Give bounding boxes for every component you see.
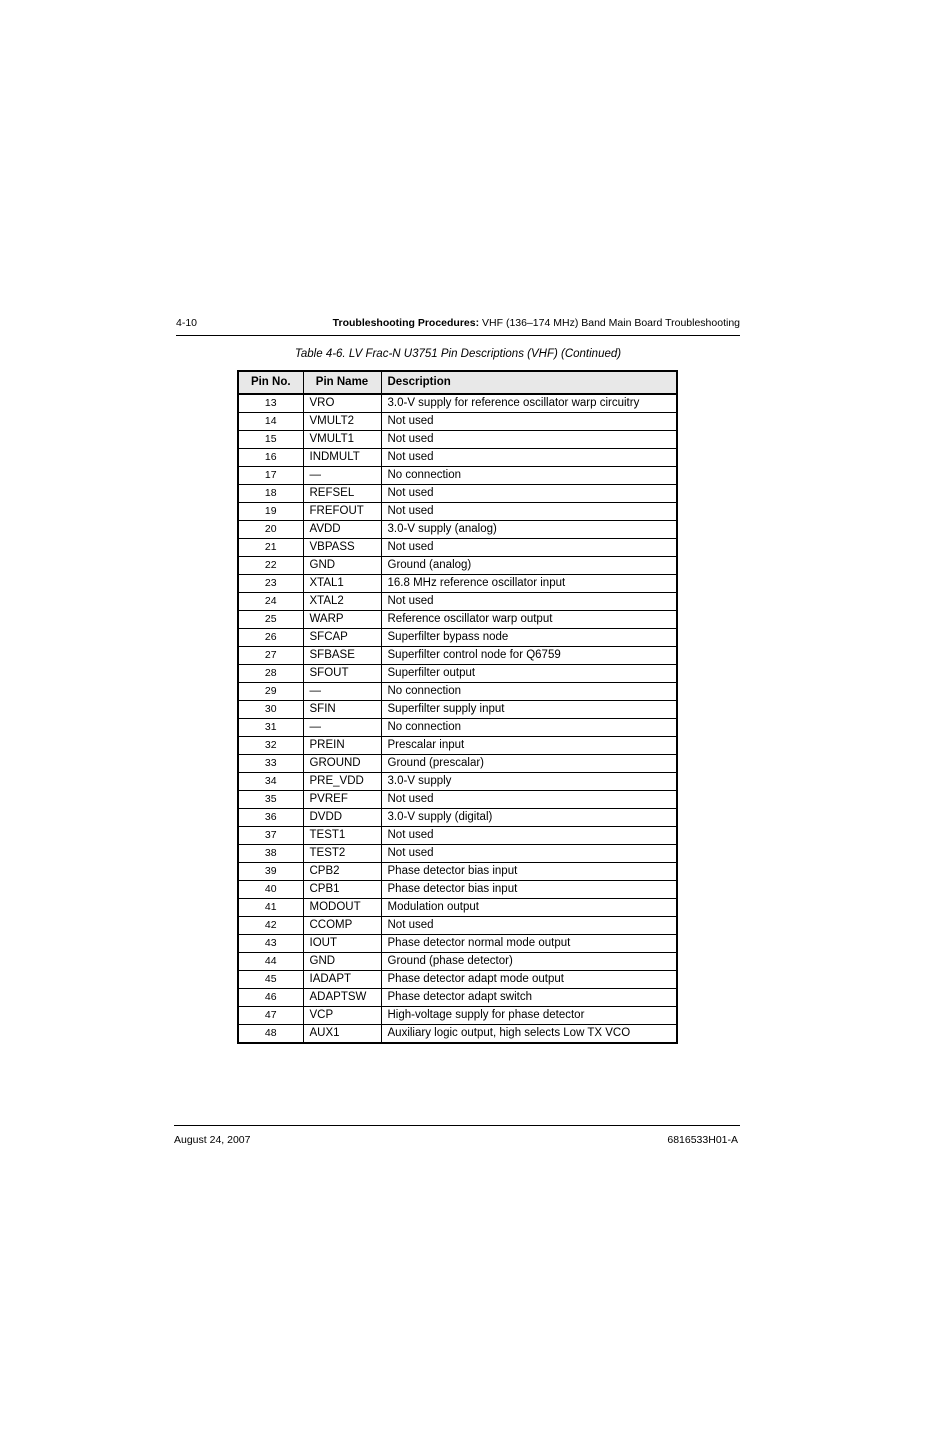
pin-name-cell: VCP <box>303 1007 381 1025</box>
table-row <box>238 719 677 737</box>
pin-description-cell: Superfilter control node for Q6759 <box>381 647 677 665</box>
running-title <box>333 317 740 329</box>
table-row <box>238 611 677 629</box>
pin-number-cell: 30 <box>238 701 303 719</box>
pin-description-cell: Not used <box>381 917 677 935</box>
table-row <box>238 845 677 863</box>
pin-name-cell: CPB1 <box>303 881 381 899</box>
table-row <box>238 467 677 485</box>
table-row <box>238 683 677 701</box>
pin-number-cell: 35 <box>238 791 303 809</box>
pin-name-cell: GND <box>303 953 381 971</box>
pin-name-cell: — <box>303 683 381 701</box>
table-row <box>238 989 677 1007</box>
pin-description-cell: Phase detector adapt mode output <box>381 971 677 989</box>
pin-name-cell: SFCAP <box>303 629 381 647</box>
table-row <box>238 971 677 989</box>
pin-description-cell: Prescalar input <box>381 737 677 755</box>
pin-description-cell: Phase detector adapt switch <box>381 989 677 1007</box>
footer-date: August 24, 2007 <box>174 1134 251 1146</box>
pin-number-cell: 45 <box>238 971 303 989</box>
table-row <box>238 701 677 719</box>
pin-number-cell: 31 <box>238 719 303 737</box>
pin-number-cell: 29 <box>238 683 303 701</box>
pin-number-cell: 40 <box>238 881 303 899</box>
table-body <box>238 394 677 1043</box>
pin-description-cell: Not used <box>381 503 677 521</box>
table-header-row <box>238 371 677 394</box>
table-row <box>238 629 677 647</box>
table-row <box>238 827 677 845</box>
page-header <box>176 317 740 336</box>
pin-name-cell: VRO <box>303 394 381 413</box>
table-row <box>238 557 677 575</box>
pin-number-cell: 18 <box>238 485 303 503</box>
table-row <box>238 413 677 431</box>
pin-description-cell: Phase detector bias input <box>381 881 677 899</box>
table-row <box>238 647 677 665</box>
pin-number-cell: 48 <box>238 1025 303 1044</box>
running-title-subsection: VHF (136–174 MHz) Band Main Board Troubleshooting <box>479 317 740 329</box>
pin-name-cell: PVREF <box>303 791 381 809</box>
page-number: 4-10 <box>176 317 198 329</box>
table-row <box>238 449 677 467</box>
pin-number-cell: 42 <box>238 917 303 935</box>
pin-number-cell: 26 <box>238 629 303 647</box>
table-row <box>238 809 677 827</box>
pin-name-cell: ADAPTSW <box>303 989 381 1007</box>
pin-name-cell: MODOUT <box>303 899 381 917</box>
pin-number-cell: 24 <box>238 593 303 611</box>
pin-description-cell: 3.0-V supply <box>381 773 677 791</box>
pin-description-cell: Not used <box>381 485 677 503</box>
pin-description-cell: Ground (phase detector) <box>381 953 677 971</box>
pin-description-cell: Superfilter bypass node <box>381 629 677 647</box>
pin-name-cell: GROUND <box>303 755 381 773</box>
pin-description-cell: High-voltage supply for phase detector <box>381 1007 677 1025</box>
table-row <box>238 593 677 611</box>
pin-description-cell: Ground (analog) <box>381 557 677 575</box>
pin-name-cell: INDMULT <box>303 449 381 467</box>
pin-number-cell: 25 <box>238 611 303 629</box>
pin-description-cell: 3.0-V supply for reference oscillator warp circuitry <box>381 394 677 413</box>
table-row <box>238 485 677 503</box>
pin-number-cell: 23 <box>238 575 303 593</box>
table-row <box>238 575 677 593</box>
pin-description-cell: Superfilter supply input <box>381 701 677 719</box>
pin-description-cell: Ground (prescalar) <box>381 755 677 773</box>
pin-number-cell: 44 <box>238 953 303 971</box>
pin-description-table <box>237 370 678 1044</box>
pin-description-cell: 3.0-V supply (digital) <box>381 809 677 827</box>
pin-name-cell: XTAL2 <box>303 593 381 611</box>
footer-doc-number: 6816533H01-A <box>667 1134 738 1146</box>
table-row <box>238 773 677 791</box>
pin-name-cell: AUX1 <box>303 1025 381 1044</box>
pin-name-cell: — <box>303 719 381 737</box>
pin-description-cell: Modulation output <box>381 899 677 917</box>
table-row <box>238 503 677 521</box>
pin-number-cell: 41 <box>238 899 303 917</box>
pin-number-cell: 37 <box>238 827 303 845</box>
pin-name-cell: SFIN <box>303 701 381 719</box>
table-row <box>238 431 677 449</box>
pin-name-cell: IOUT <box>303 935 381 953</box>
table-row <box>238 755 677 773</box>
pin-name-cell: CCOMP <box>303 917 381 935</box>
pin-description-cell: No connection <box>381 719 677 737</box>
pin-description-cell: Phase detector bias input <box>381 863 677 881</box>
pin-number-cell: 27 <box>238 647 303 665</box>
pin-number-cell: 38 <box>238 845 303 863</box>
table-row <box>238 953 677 971</box>
header-pin-no: Pin No. <box>238 371 303 394</box>
pin-description-cell: Not used <box>381 539 677 557</box>
pin-name-cell: VMULT2 <box>303 413 381 431</box>
table-row <box>238 791 677 809</box>
pin-number-cell: 13 <box>238 394 303 413</box>
pin-name-cell: — <box>303 467 381 485</box>
pin-description-cell: Not used <box>381 431 677 449</box>
table-row <box>238 917 677 935</box>
table-caption: Table 4-6. LV Frac-N U3751 Pin Descriptions (VHF) (Continued) <box>294 348 622 360</box>
pin-name-cell: TEST2 <box>303 845 381 863</box>
pin-number-cell: 47 <box>238 1007 303 1025</box>
pin-number-cell: 21 <box>238 539 303 557</box>
table-row <box>238 665 677 683</box>
pin-description-cell: Not used <box>381 449 677 467</box>
pin-description-cell: 16.8 MHz reference oscillator input <box>381 575 677 593</box>
pin-name-cell: DVDD <box>303 809 381 827</box>
pin-number-cell: 46 <box>238 989 303 1007</box>
pin-number-cell: 39 <box>238 863 303 881</box>
pin-description-cell: Superfilter output <box>381 665 677 683</box>
pin-number-cell: 28 <box>238 665 303 683</box>
pin-name-cell: XTAL1 <box>303 575 381 593</box>
table-row <box>238 899 677 917</box>
table-row <box>238 737 677 755</box>
pin-description-cell: Not used <box>381 593 677 611</box>
table-row <box>238 539 677 557</box>
pin-description-cell: Not used <box>381 791 677 809</box>
pin-name-cell: SFOUT <box>303 665 381 683</box>
pin-name-cell: CPB2 <box>303 863 381 881</box>
pin-number-cell: 19 <box>238 503 303 521</box>
pin-number-cell: 43 <box>238 935 303 953</box>
pin-description-cell: No connection <box>381 683 677 701</box>
pin-number-cell: 36 <box>238 809 303 827</box>
pin-name-cell: IADAPT <box>303 971 381 989</box>
running-title-section: Troubleshooting Procedures: <box>332 317 480 329</box>
header-pin-name: Pin Name <box>303 371 381 394</box>
pin-description-cell: No connection <box>381 467 677 485</box>
pin-description-cell: Not used <box>381 827 677 845</box>
pin-name-cell: SFBASE <box>303 647 381 665</box>
pin-number-cell: 34 <box>238 773 303 791</box>
pin-description-cell: Not used <box>381 845 677 863</box>
pin-name-cell: WARP <box>303 611 381 629</box>
pin-number-cell: 20 <box>238 521 303 539</box>
pin-name-cell: TEST1 <box>303 827 381 845</box>
pin-number-cell: 16 <box>238 449 303 467</box>
pin-description-cell: Auxiliary logic output, high selects Low TX VCO <box>381 1025 677 1044</box>
pin-name-cell: PREIN <box>303 737 381 755</box>
table-row <box>238 394 677 413</box>
pin-name-cell: FREFOUT <box>303 503 381 521</box>
pin-number-cell: 14 <box>238 413 303 431</box>
table-row <box>238 935 677 953</box>
table-row <box>238 863 677 881</box>
pin-name-cell: AVDD <box>303 521 381 539</box>
pin-name-cell: VBPASS <box>303 539 381 557</box>
pin-description-cell: Reference oscillator warp output <box>381 611 677 629</box>
page-footer <box>174 1125 740 1146</box>
pin-number-cell: 17 <box>238 467 303 485</box>
pin-number-cell: 15 <box>238 431 303 449</box>
pin-number-cell: 32 <box>238 737 303 755</box>
pin-number-cell: 33 <box>238 755 303 773</box>
header-description: Description <box>381 371 677 394</box>
pin-description-cell: 3.0-V supply (analog) <box>381 521 677 539</box>
pin-description-cell: Phase detector normal mode output <box>381 935 677 953</box>
pin-name-cell: PRE_VDD <box>303 773 381 791</box>
pin-name-cell: VMULT1 <box>303 431 381 449</box>
table-row <box>238 881 677 899</box>
pin-name-cell: GND <box>303 557 381 575</box>
table-row <box>238 1025 677 1044</box>
pin-name-cell: REFSEL <box>303 485 381 503</box>
table-row <box>238 1007 677 1025</box>
pin-number-cell: 22 <box>238 557 303 575</box>
table-row <box>238 521 677 539</box>
pin-description-cell: Not used <box>381 413 677 431</box>
